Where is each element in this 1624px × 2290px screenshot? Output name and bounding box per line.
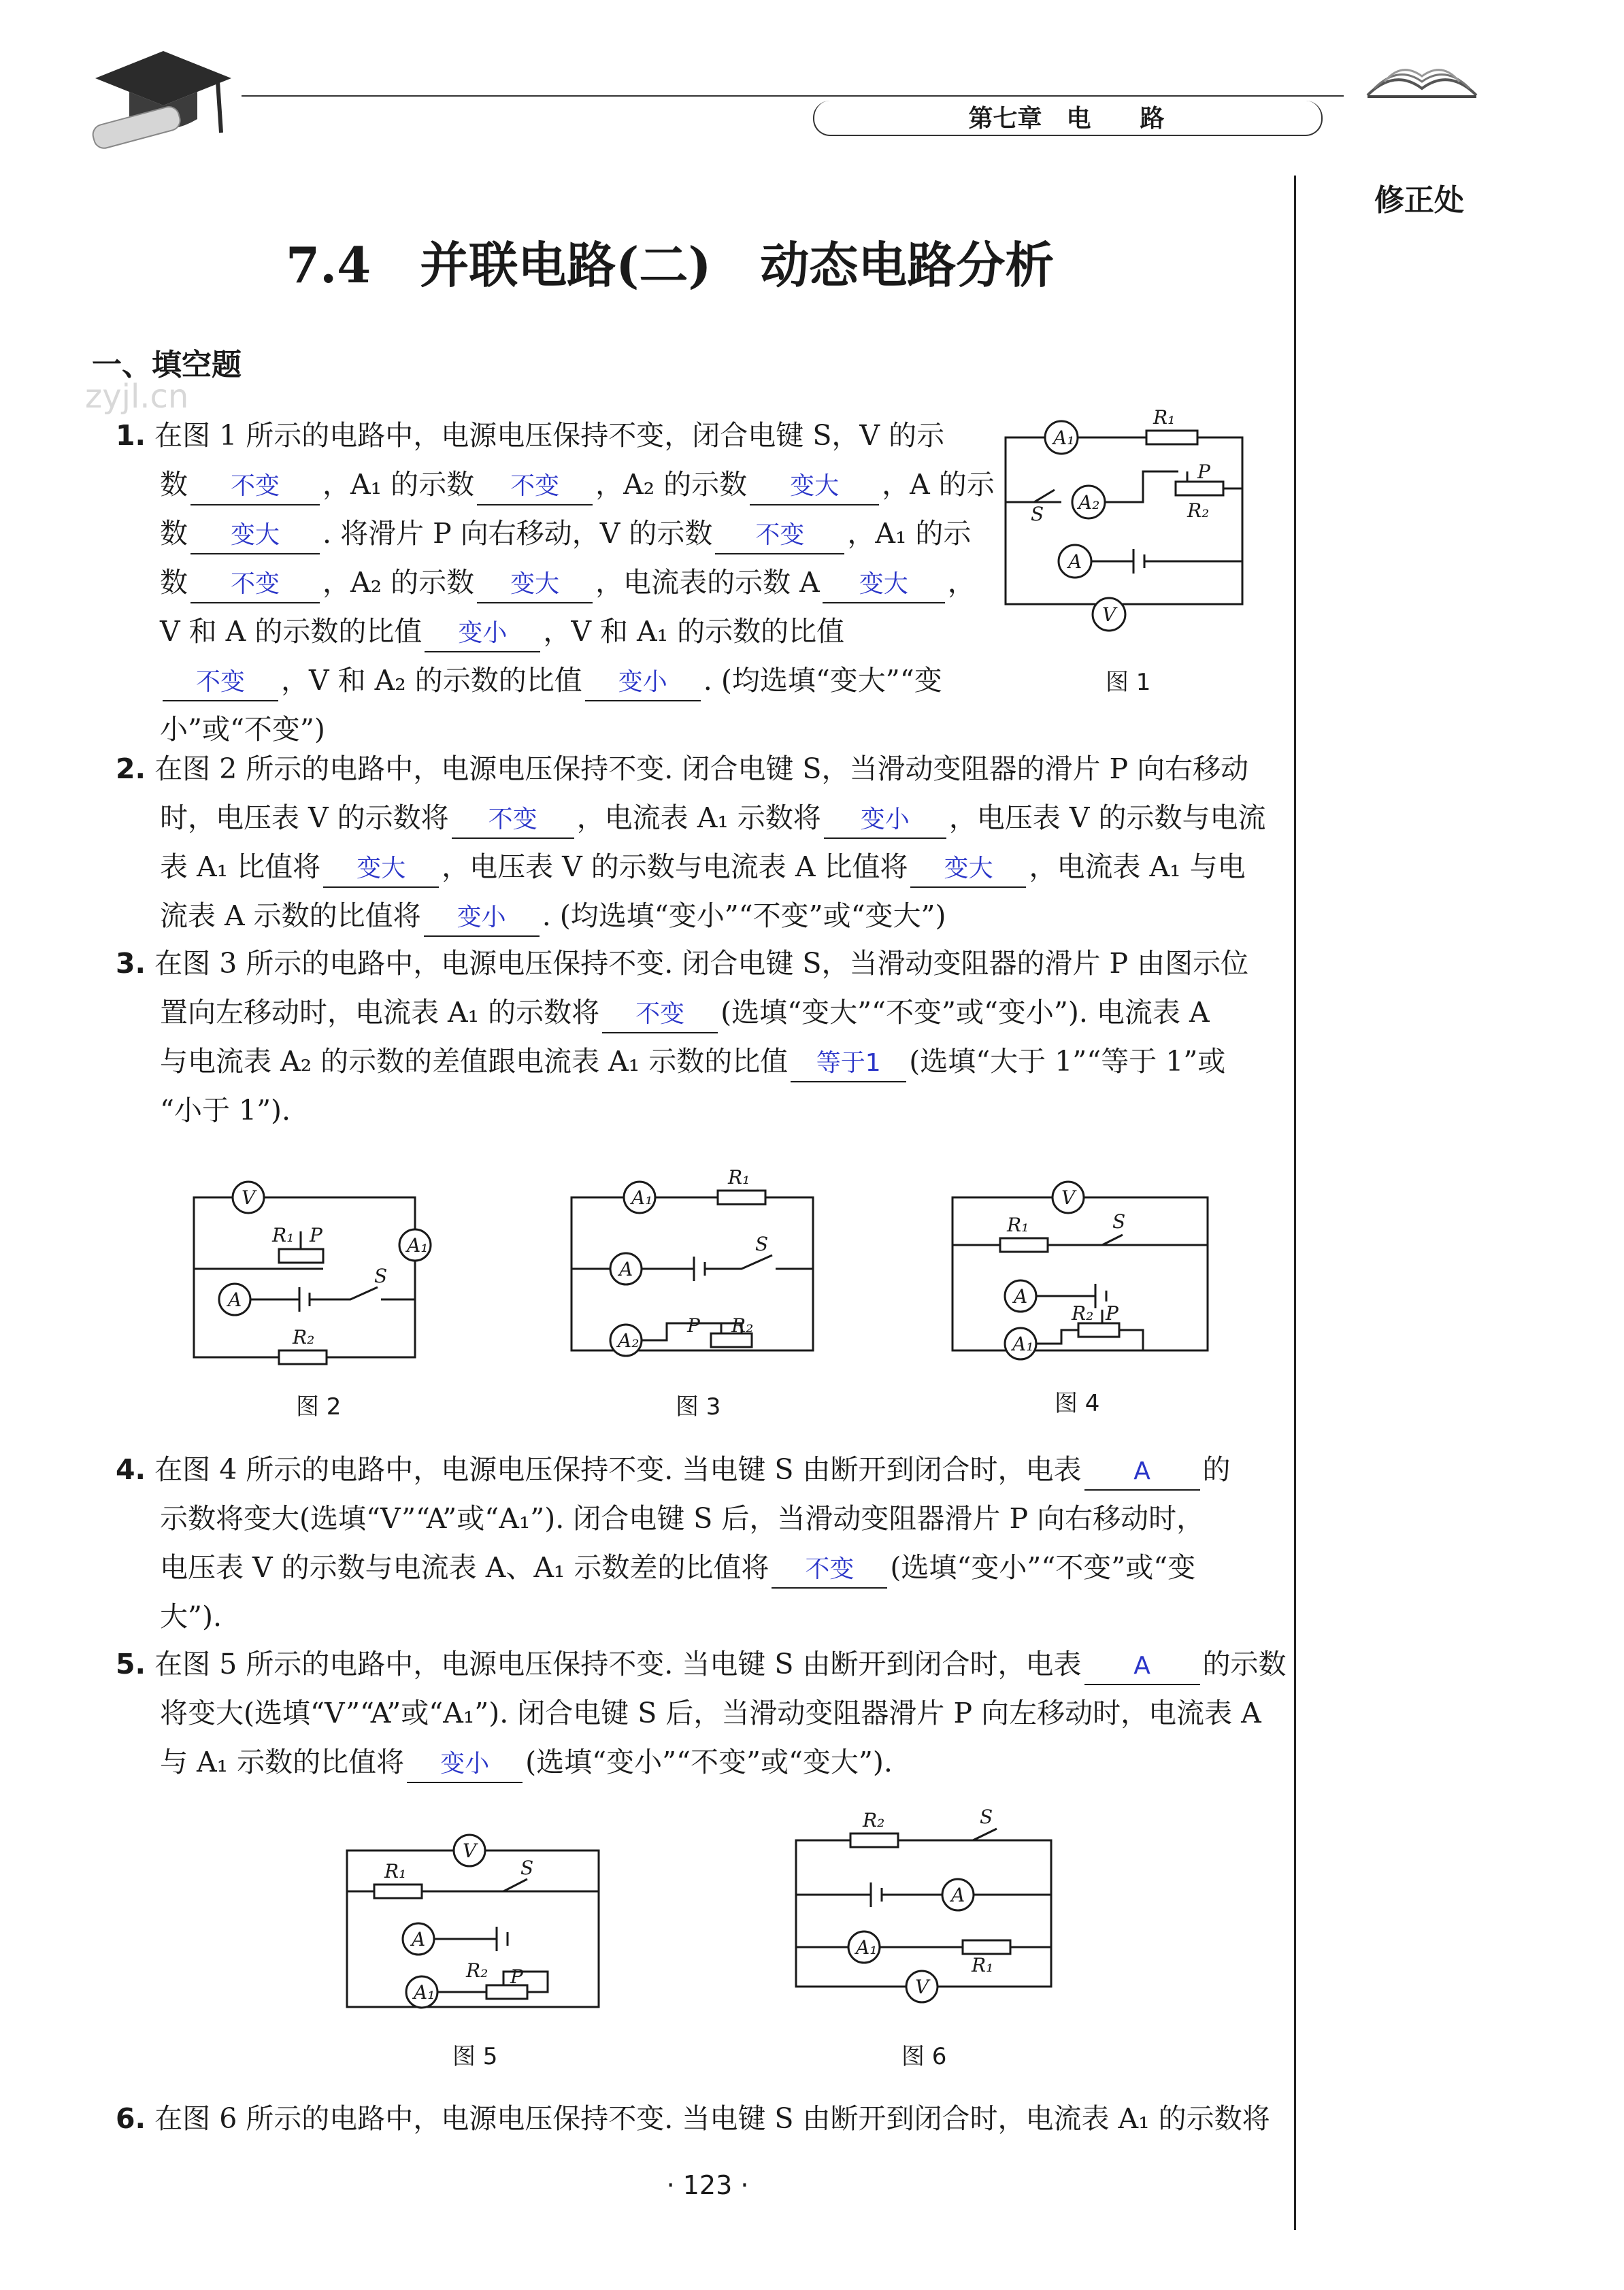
q1-blank-4[interactable]: 变大 <box>190 518 320 554</box>
q1-blank-7[interactable]: 变大 <box>477 567 593 603</box>
fig1-a2-label: A₂ <box>1078 491 1100 514</box>
fig1-r1-label: R₁ <box>1153 406 1176 429</box>
q1-blank-5[interactable]: 不变 <box>715 518 844 554</box>
fig1-a1-label: A₁ <box>1053 427 1075 449</box>
fig3-s-label: S <box>755 1233 769 1255</box>
q2-line1: 2. 在图 2 所示的电路中，电源电压保持不变. 闭合电键 S，当滑动变阻器的滑片 P 向右移动 <box>116 752 1249 785</box>
q5-blank-2[interactable]: 变小 <box>407 1746 523 1783</box>
figure-3-caption: 图 3 <box>676 1393 721 1421</box>
fig4-a-label: A <box>1014 1285 1028 1308</box>
figure-4-circuit <box>939 1170 1225 1374</box>
fig3-a2-label: A₂ <box>618 1329 640 1352</box>
fig3-r2-label: R₂ <box>731 1314 754 1337</box>
q2-blank-4[interactable]: 变大 <box>910 851 1026 888</box>
fig3-p-label: P <box>687 1314 700 1337</box>
fig6-v-label: V <box>915 1976 929 1998</box>
fig5-a-label: A <box>412 1928 426 1951</box>
fig4-a1-label: A₁ <box>1012 1333 1034 1355</box>
q1-line5: V 和 A 的示数的比值 变小 ，V 和 A₁ 的示数的比值 <box>160 607 1289 656</box>
q1-line2: 数 不变 ，A₁ 的示数 不变 ，A₂ 的示数 变大 ，A 的示 <box>160 460 1289 509</box>
fig5-r1-label: R₁ <box>384 1860 407 1882</box>
q2-line3: 表 A₁ 比值将 变大 ，电压表 V 的示数与电流表 A 比值将 变大 ，电流表 A₁ 与电 <box>160 842 1289 891</box>
figure-6-caption: 图 6 <box>901 2043 947 2070</box>
q3-line4: “小于 1”). <box>160 1094 291 1127</box>
watermark: zyjl.cn <box>85 378 189 416</box>
fig2-r1-label: R₁ <box>272 1224 295 1246</box>
q2-line2: 时，电压表 V 的示数将 不变 ，电流表 A₁ 示数将 变小 ，电压表 V 的示数与电流 <box>160 793 1289 842</box>
fig4-s-label: S <box>1112 1210 1126 1233</box>
fig2-s-label: S <box>374 1265 388 1287</box>
q4-blank-2[interactable]: 不变 <box>772 1552 887 1589</box>
fig4-r2-label: R₂ <box>1072 1302 1094 1325</box>
q2-blank-2[interactable]: 变小 <box>824 802 946 839</box>
q4-line1: 4. 在图 4 所示的电路中，电源电压保持不变. 当电键 S 由断开到闭合时，电表 A 的 <box>116 1445 1245 1494</box>
fig2-a1-label: A₁ <box>407 1234 429 1257</box>
q1-blank-11[interactable]: 变小 <box>585 665 701 701</box>
figure-3-circuit <box>558 1157 830 1374</box>
q4-line2: 示数将变大(选填“V”“A”或“A₁”). 闭合电键 S 后，当滑动变阻器滑片 P 向右移动时， <box>160 1502 1205 1535</box>
graduation-cap-icon <box>82 37 245 153</box>
page-title: 7.4 并联电路(二) 动态电路分析 <box>286 236 1055 294</box>
page-number: · 123 · <box>666 2170 749 2200</box>
fig1-a-label: A <box>1068 550 1082 573</box>
fig1-r2-label: R₂ <box>1187 499 1210 522</box>
figure-1-circuit <box>993 398 1265 636</box>
q1-blank-2[interactable]: 不变 <box>477 469 593 505</box>
fig5-p-label: P <box>510 1965 523 1988</box>
q1-blank-3[interactable]: 变大 <box>750 469 879 505</box>
q1-blank-9[interactable]: 变小 <box>425 616 540 652</box>
fig3-r1-label: R₁ <box>728 1166 750 1189</box>
fig6-a1-label: A₁ <box>856 1936 878 1959</box>
fig4-p-label: P <box>1106 1302 1118 1325</box>
q6-line1: 6. 在图 6 所示的电路中，电源电压保持不变. 当电键 S 由断开到闭合时，电流表 A₁ 的示数将 <box>116 2102 1270 2135</box>
fig4-r1-label: R₁ <box>1007 1214 1029 1236</box>
q1-line3: 数 变大 . 将滑片 P 向右移动，V 的示数 不变 ，A₁ 的示 <box>160 509 1289 558</box>
q1-line6: 不变 ，V 和 A₂ 的示数的比值 变小 . (均选填“变大”“变 <box>160 656 1289 705</box>
fig6-s-label: S <box>980 1806 993 1828</box>
figure-6-circuit <box>782 1803 1068 2021</box>
fig2-v-label: V <box>242 1187 256 1209</box>
q1-number: 1. <box>116 419 146 452</box>
section-heading: 一、填空题 <box>92 348 242 382</box>
q2-blank-1[interactable]: 不变 <box>452 802 574 839</box>
fig1-p-label: P <box>1197 461 1210 483</box>
q1-line1: 1. 在图 1 所示的电路中，电源电压保持不变，闭合电键 S，V 的示 <box>116 419 945 452</box>
fig5-v-label: V <box>463 1840 477 1862</box>
fig5-s-label: S <box>520 1857 534 1879</box>
fig2-a-label: A <box>228 1289 242 1311</box>
figure-1-caption: 图 1 <box>1106 669 1151 696</box>
header-rule <box>242 95 1344 97</box>
margin-rule <box>1294 176 1296 2230</box>
q2-blank-3[interactable]: 变大 <box>323 851 439 888</box>
q3-line3: 与电流表 A₂ 的示数的差值跟电流表 A₁ 示数的比值 等于1 (选填“大于 1”“等于 1”或 <box>160 1037 1289 1086</box>
q5-line2: 将变大(选填“V”“A”或“A₁”). 闭合电键 S 后，当滑动变阻器滑片 P 向左移动时，电流表 A <box>160 1697 1261 1729</box>
fig6-r1-label: R₁ <box>972 1954 994 1976</box>
fig6-a-label: A <box>951 1884 965 1906</box>
q4-blank-1[interactable]: A <box>1084 1454 1200 1491</box>
figure-5-circuit <box>333 1816 619 2027</box>
figure-5-caption: 图 5 <box>452 2043 498 2070</box>
q1-line7: 小”或“不变”) <box>160 713 325 746</box>
fig1-v-label: V <box>1102 603 1116 626</box>
book-icon <box>1361 48 1483 102</box>
q3-blank-2[interactable]: 等于1 <box>791 1046 906 1082</box>
chapter-title: 第七章 电 路 <box>968 104 1165 133</box>
q1-blank-1[interactable]: 不变 <box>190 469 320 505</box>
q4-line4: 大”). <box>160 1600 222 1633</box>
fig2-p-label: P <box>310 1224 322 1246</box>
q3-line2: 置向左移动时，电流表 A₁ 的示数将 不变 (选填“变大”“不变”或“变小”). 电流表 A <box>160 988 1289 1037</box>
q2-blank-5[interactable]: 变小 <box>424 900 540 937</box>
fig4-v-label: V <box>1061 1187 1076 1209</box>
q5-line1: 5. 在图 5 所示的电路中，电源电压保持不变. 当电键 S 由断开到闭合时，电表 A 的示数 <box>116 1640 1245 1689</box>
q3-blank-1[interactable]: 不变 <box>602 997 718 1033</box>
q1-line4: 数 不变 ，A₂ 的示数 变大 ，电流表的示数 A 变大 ， <box>160 558 1289 607</box>
q1-blank-6[interactable]: 不变 <box>190 567 320 603</box>
q2-line4: 流表 A 示数的比值将 变小 . (均选填“变小”“不变”或“变大”) <box>160 891 1289 940</box>
fig5-a1-label: A₁ <box>414 1981 435 2004</box>
fig3-a-label: A <box>619 1258 633 1280</box>
q3-line1: 3. 在图 3 所示的电路中，电源电压保持不变. 闭合电键 S，当滑动变阻器的滑片 P 由图示位 <box>116 947 1249 980</box>
q5-line3: 与 A₁ 示数的比值将 变小 (选填“变小”“不变”或“变大”). <box>160 1738 1289 1787</box>
figure-4-caption: 图 4 <box>1055 1390 1100 1417</box>
fig3-a1-label: A₁ <box>631 1187 653 1209</box>
fig6-r2-label: R₂ <box>863 1809 885 1831</box>
q1-blank-8[interactable]: 变大 <box>823 567 945 603</box>
q5-blank-1[interactable]: A <box>1084 1648 1200 1685</box>
fig1-s-label: S <box>1031 503 1044 525</box>
fig5-r2-label: R₂ <box>466 1959 488 1982</box>
q4-line3: 电压表 V 的示数与电流表 A、A₁ 示数差的比值将 不变 (选填“变小”“不变”或“变 <box>160 1543 1289 1592</box>
figure-2-circuit <box>184 1170 435 1374</box>
q1-blank-10[interactable]: 不变 <box>163 665 278 701</box>
figure-2-caption: 图 2 <box>296 1393 342 1421</box>
margin-label: 修正处 <box>1374 183 1464 218</box>
fig2-r2-label: R₂ <box>293 1326 315 1348</box>
